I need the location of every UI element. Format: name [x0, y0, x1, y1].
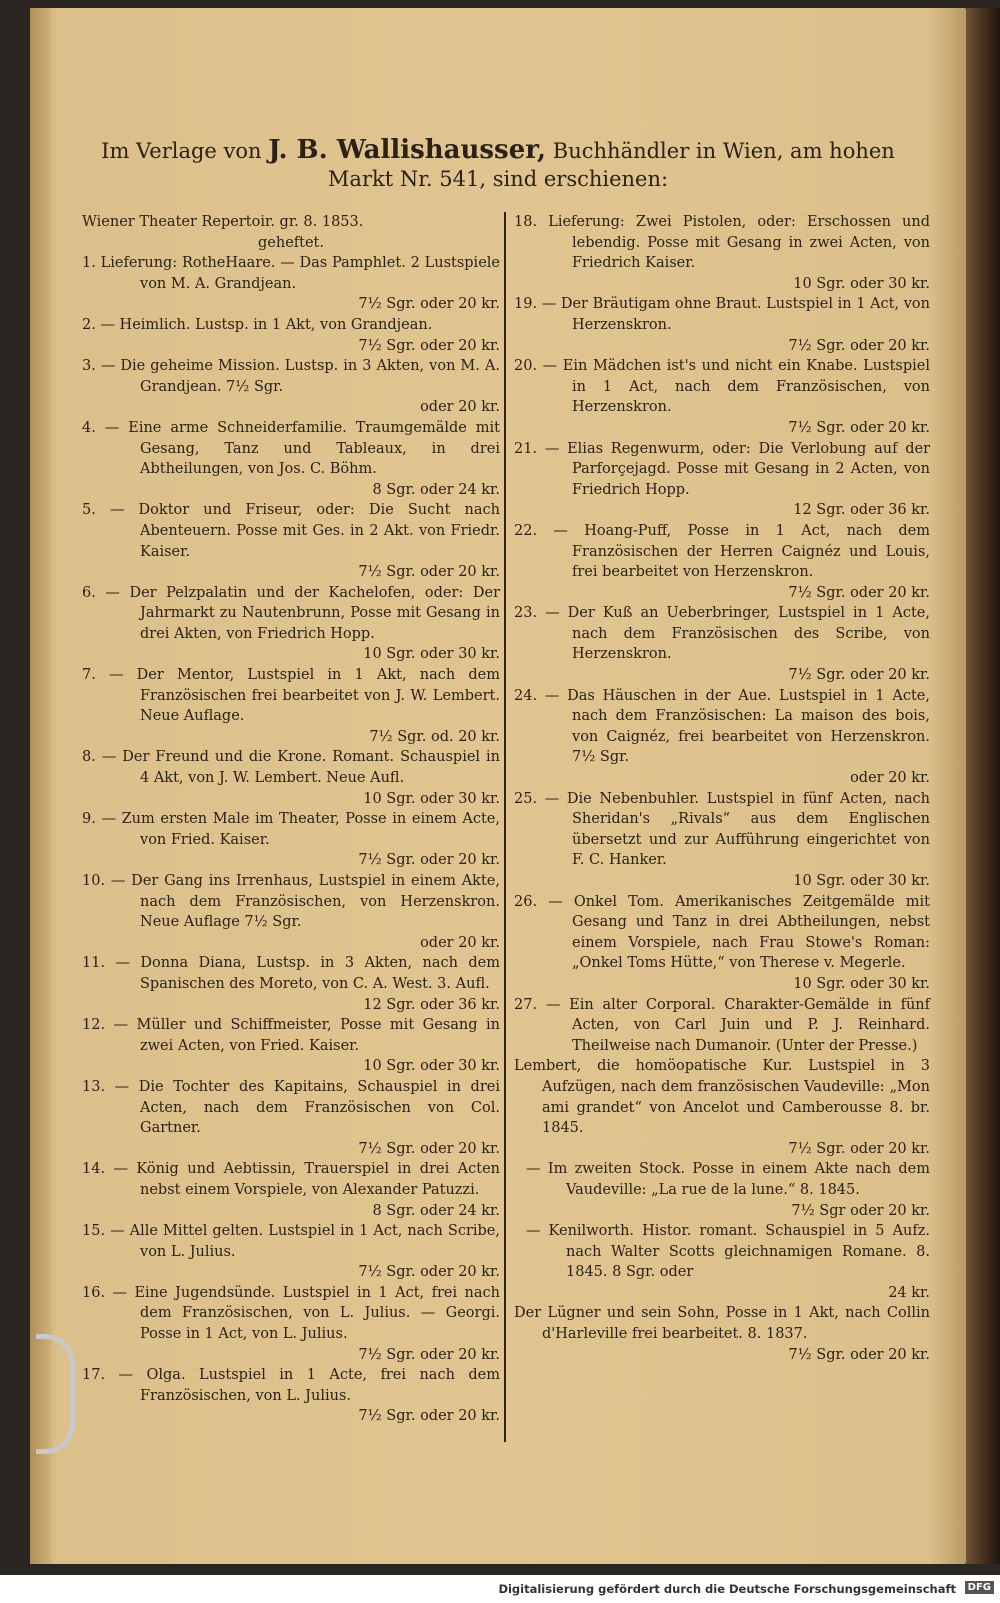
entry-price: 7½ Sgr. oder 20 kr. — [788, 1346, 930, 1363]
entry-price: oder 20 kr. — [420, 934, 500, 951]
catalog-entry — [514, 789, 930, 892]
right-entry-list — [514, 212, 930, 1056]
entry-text: 14. — König und Aebtissin, Trauerspiel in drei Acten nebst einem Vorspiele, von Alexander Patuzzi. — [82, 1161, 500, 1198]
catalog-entry — [82, 583, 500, 665]
page-gutter — [30, 8, 52, 1564]
lembert-entry — [514, 1056, 930, 1159]
entry-price: 7½ Sgr oder 20 kr. — [791, 1202, 930, 1219]
footer — [0, 1575, 1000, 1603]
repertoire-subtitle: geheftet. — [258, 234, 324, 251]
entry-text: 7. — Der Mentor, Lustspiel in 1 Akt, nach dem Französischen frei bearbeitet von J. W. Lembert. Neue Auflage. — [82, 667, 500, 725]
entry-text: 4. — Eine arme Schneiderfamilie. Traumgemälde mit Gesang, Tanz und Tableaux, in drei Abtheilungen, von Jos. C. Böhm. — [82, 419, 500, 478]
catalog-entry — [82, 871, 500, 953]
entry-price: 7½ Sgr. oder 20 kr. — [788, 337, 930, 354]
page-header — [78, 136, 918, 193]
right-column — [514, 212, 930, 1365]
catalog-entry — [514, 603, 930, 685]
entry-text: 18. Lieferung: Zwei Pistolen, oder: Erschossen und lebendig. Posse mit Gesang in zwei Acten, von Friedrich Kaiser. — [514, 214, 930, 272]
entry-text: 16. — Eine Jugendsünde. Lustspiel in 1 Act, frei nach dem Französischen, von L. Julius. — Georgi. Posse in 1 Act, von L. Julius. — [82, 1284, 500, 1343]
book-edge — [966, 8, 1000, 1564]
repertoire-title: Wiener Theater Repertoir. gr. 8. 1853. — [82, 214, 364, 230]
left-column — [82, 212, 500, 1427]
entry-price: 8 Sgr. oder 24 kr. — [372, 481, 500, 498]
catalog-entry — [82, 356, 500, 418]
entry-text: 17. — Olga. Lustspiel in 1 Acte, frei nach dem Französischen, von L. Julius. — [82, 1367, 500, 1404]
entry-text: 25. — Die Nebenbuhler. Lustspiel in fünf Acten, nach Sheridan's „Rivals“ aus dem Englischen übersetzt und zur Aufführung eingerichtet von F. C. Hanker. — [514, 790, 930, 869]
entry-text: 12. — Müller und Schiffmeister, Posse mit Gesang in zwei Acten, von Fried. Kaiser. — [82, 1017, 500, 1054]
entry-price: 7½ Sgr. od. 20 kr. — [369, 728, 500, 745]
catalog-entry — [514, 892, 930, 995]
left-entry-list — [82, 253, 500, 1427]
catalog-entry — [82, 809, 500, 871]
catalog-entry — [514, 356, 930, 438]
entry-text: 6. — Der Pelzpalatin und der Kachelofen, oder: Der Jahrmarkt zu Nautenbrunn, Posse mit Gesang in drei Akten, von Friedrich Hopp. — [82, 584, 500, 642]
catalog-entry — [514, 995, 930, 1057]
entry-price: 7½ Sgr. oder 20 kr. — [358, 337, 500, 354]
catalog-entry — [82, 747, 500, 809]
entry-text: 15. — Alle Mittel gelten. Lustspiel in 1 Act, nach Scribe, von L. Julius. — [82, 1223, 500, 1260]
entry-text: 22. — Hoang-Puff, Posse in 1 Act, nach dem Französischen der Herren Caignéz und Louis, frei bearbeitet von Herzenskron. — [514, 522, 930, 581]
entry-text: 26. — Onkel Tom. Amerikanisches Zeitgemälde mit Gesang und Tanz in drei Abtheilungen, nebst einem Vorspiele, nach Frau Stowe's Roman: „Onkel Toms Hütte,“ von Therese v. Megerle. — [514, 893, 930, 972]
entry-price: 24 kr. — [888, 1284, 930, 1301]
lembert-sub-entries — [514, 1159, 930, 1303]
entry-text: — Im zweiten Stock. Posse in einem Akte nach dem Vaudeville: „La rue de la lune.“ 8. 1845. — [526, 1161, 930, 1198]
catalog-entry — [82, 1365, 500, 1427]
dfg-logo: DFG — [965, 1581, 994, 1594]
entry-price: 7½ Sgr. oder 20 kr. — [358, 1140, 500, 1157]
entry-price: 7½ Sgr. oder 20 kr. — [358, 852, 500, 869]
entry-text: 3. — Die geheime Mission. Lustsp. in 3 Akten, von M. A. Grandjean. 7½ Sgr. — [82, 358, 500, 395]
entry-text: Lembert, die homöopatische Kur. Lustspiel in 3 Aufzügen, nach dem französischen Vaudeville: „Mon ami grandet“ von Ancelot und Camberousse 8. br. 1845. — [514, 1058, 930, 1137]
entry-text: 1. Lieferung: RotheHaare. — Das Pamphlet. 2 Lustspiele von M. A. Grandjean. — [82, 255, 500, 292]
catalog-entry — [514, 521, 930, 603]
publisher-name: J. B. Wallishausser, — [268, 135, 547, 165]
catalog-entry — [514, 439, 930, 521]
entry-price: 12 Sgr. oder 36 kr. — [793, 502, 930, 519]
paper-clip-icon — [36, 1334, 75, 1454]
header-suffix: Buchhändler in Wien, am hohen Markt Nr. 541, sind erschienen: — [327, 139, 895, 191]
catalog-entry — [82, 1159, 500, 1221]
entry-price: 7½ Sgr. oder 20 kr. — [788, 419, 930, 436]
entry-price: 7½ Sgr. oder 20 kr. — [358, 1408, 500, 1425]
catalog-entry — [514, 1221, 930, 1303]
catalog-entry — [514, 212, 930, 294]
entry-text: 9. — Zum ersten Male im Theater, Posse in einem Acte, von Fried. Kaiser. — [82, 811, 500, 848]
catalog-entry — [82, 1221, 500, 1283]
entry-price: 7½ Sgr. oder 20 kr. — [358, 1264, 500, 1281]
luegner-entry — [514, 1303, 930, 1365]
entry-price: oder 20 kr. — [420, 399, 500, 416]
entry-text: 23. — Der Kuß an Ueberbringer, Lustspiel in 1 Acte, nach dem Französischen des Scribe, von Herzenskron. — [514, 605, 930, 663]
entry-price: 7½ Sgr. oder 20 kr. — [358, 1346, 500, 1363]
catalog-entry — [82, 418, 500, 500]
catalog-entry — [514, 294, 930, 356]
entry-text: 20. — Ein Mädchen ist's und nicht ein Knabe. Lustspiel in 1 Act, nach dem Französischen, von Herzenskron. — [514, 358, 930, 416]
entry-price: 8 Sgr. oder 24 kr. — [372, 1202, 500, 1219]
entry-price: 10 Sgr. oder 30 kr. — [793, 873, 930, 889]
entry-text: 10. — Der Gang ins Irrenhaus, Lustspiel in einem Akte, nach dem Französischen, von Herzenskron. Neue Auflage 7½ Sgr. — [82, 873, 500, 931]
entry-price: 10 Sgr. oder 30 kr. — [793, 975, 930, 992]
entry-price: 7½ Sgr. oder 20 kr. — [788, 584, 930, 601]
catalog-entry — [82, 665, 500, 747]
entry-text: — Kenilworth. Histor. romant. Schauspiel in 5 Aufz. nach Walter Scotts gleichnamigen Romane. 8. 1845. 8 Sgr. oder — [526, 1223, 930, 1281]
header-prefix: Im Verlage von — [101, 139, 262, 163]
entry-text: 19. — Der Bräutigam ohne Braut. Lustspiel in 1 Act, von Herzenskron. — [514, 296, 930, 333]
entry-text: Der Lügner und sein Sohn, Posse in 1 Akt, nach Collin d'Harleville frei bearbeitet. 8. 1837. — [514, 1305, 930, 1343]
entry-price: 7½ Sgr. oder 20 kr. — [358, 296, 500, 313]
entry-text: 27. — Ein alter Corporal. Charakter-Gemälde in fünf Acten, von Carl Juin und P. J. Reinhard. Theilweise nach Dumanoir. (Unter der Presse.) — [514, 996, 930, 1054]
catalog-entry — [514, 1159, 930, 1221]
entry-price: 10 Sgr. oder 30 kr. — [793, 275, 930, 292]
catalog-entry — [514, 686, 930, 789]
entry-price: 10 Sgr. oder 30 kr. — [363, 790, 500, 807]
entry-text: 8. — Der Freund und die Krone. Romant. Schauspiel in 4 Akt, von J. W. Lembert. Neue Aufl. — [82, 749, 500, 787]
catalog-entry — [82, 1015, 500, 1077]
entry-text: 13. — Die Tochter des Kapitains, Schauspiel in drei Acten, nach dem Französischen von Col. Gartner. — [82, 1078, 500, 1137]
catalog-entry — [82, 1283, 500, 1365]
footer-text: Digitalisierung gefördert durch die Deutsche Forschungsgemeinschaft — [498, 1582, 956, 1596]
catalog-entry — [82, 953, 500, 1015]
entry-price: 10 Sgr. oder 30 kr. — [363, 646, 500, 663]
column-divider — [504, 212, 506, 1442]
entry-price: 7½ Sgr. oder 20 kr. — [788, 667, 930, 684]
entry-text: 24. — Das Häuschen in der Aue. Lustspiel in 1 Acte, nach dem Französischen: La maison des bois, von Caignéz, frei bearbeitet von Herzenskron. 7½ Sgr. — [514, 687, 930, 766]
entry-text: 11. — Donna Diana, Lustsp. in 3 Akten, nach dem Spanischen des Moreto, von C. A. West. 3. Aufl. — [82, 955, 500, 992]
entry-text: 2. — Heimlich. Lustsp. in 1 Akt, von Grandjean. — [82, 316, 433, 333]
catalog-entry — [82, 315, 500, 356]
entry-price: 12 Sgr. oder 36 kr. — [363, 996, 500, 1013]
catalog-entry — [82, 500, 500, 582]
entry-text: 5. — Doktor und Friseur, oder: Die Sucht nach Abenteuern. Posse mit Ges. in 2 Akt. von Friedr. Kaiser. — [82, 502, 500, 560]
catalog-entry — [82, 253, 500, 315]
entry-price: 7½ Sgr. oder 20 kr. — [358, 564, 500, 581]
entry-price: 10 Sgr. oder 30 kr. — [363, 1058, 500, 1075]
entry-price: oder 20 kr. — [850, 770, 930, 787]
entry-text: 21. — Elias Regenwurm, oder: Die Verlobung auf der Parforçejagd. Posse mit Gesang in 2 Acten, von Friedrich Hopp. — [514, 440, 930, 498]
entry-price: 7½ Sgr. oder 20 kr. — [788, 1140, 930, 1157]
catalog-entry — [82, 1077, 500, 1159]
